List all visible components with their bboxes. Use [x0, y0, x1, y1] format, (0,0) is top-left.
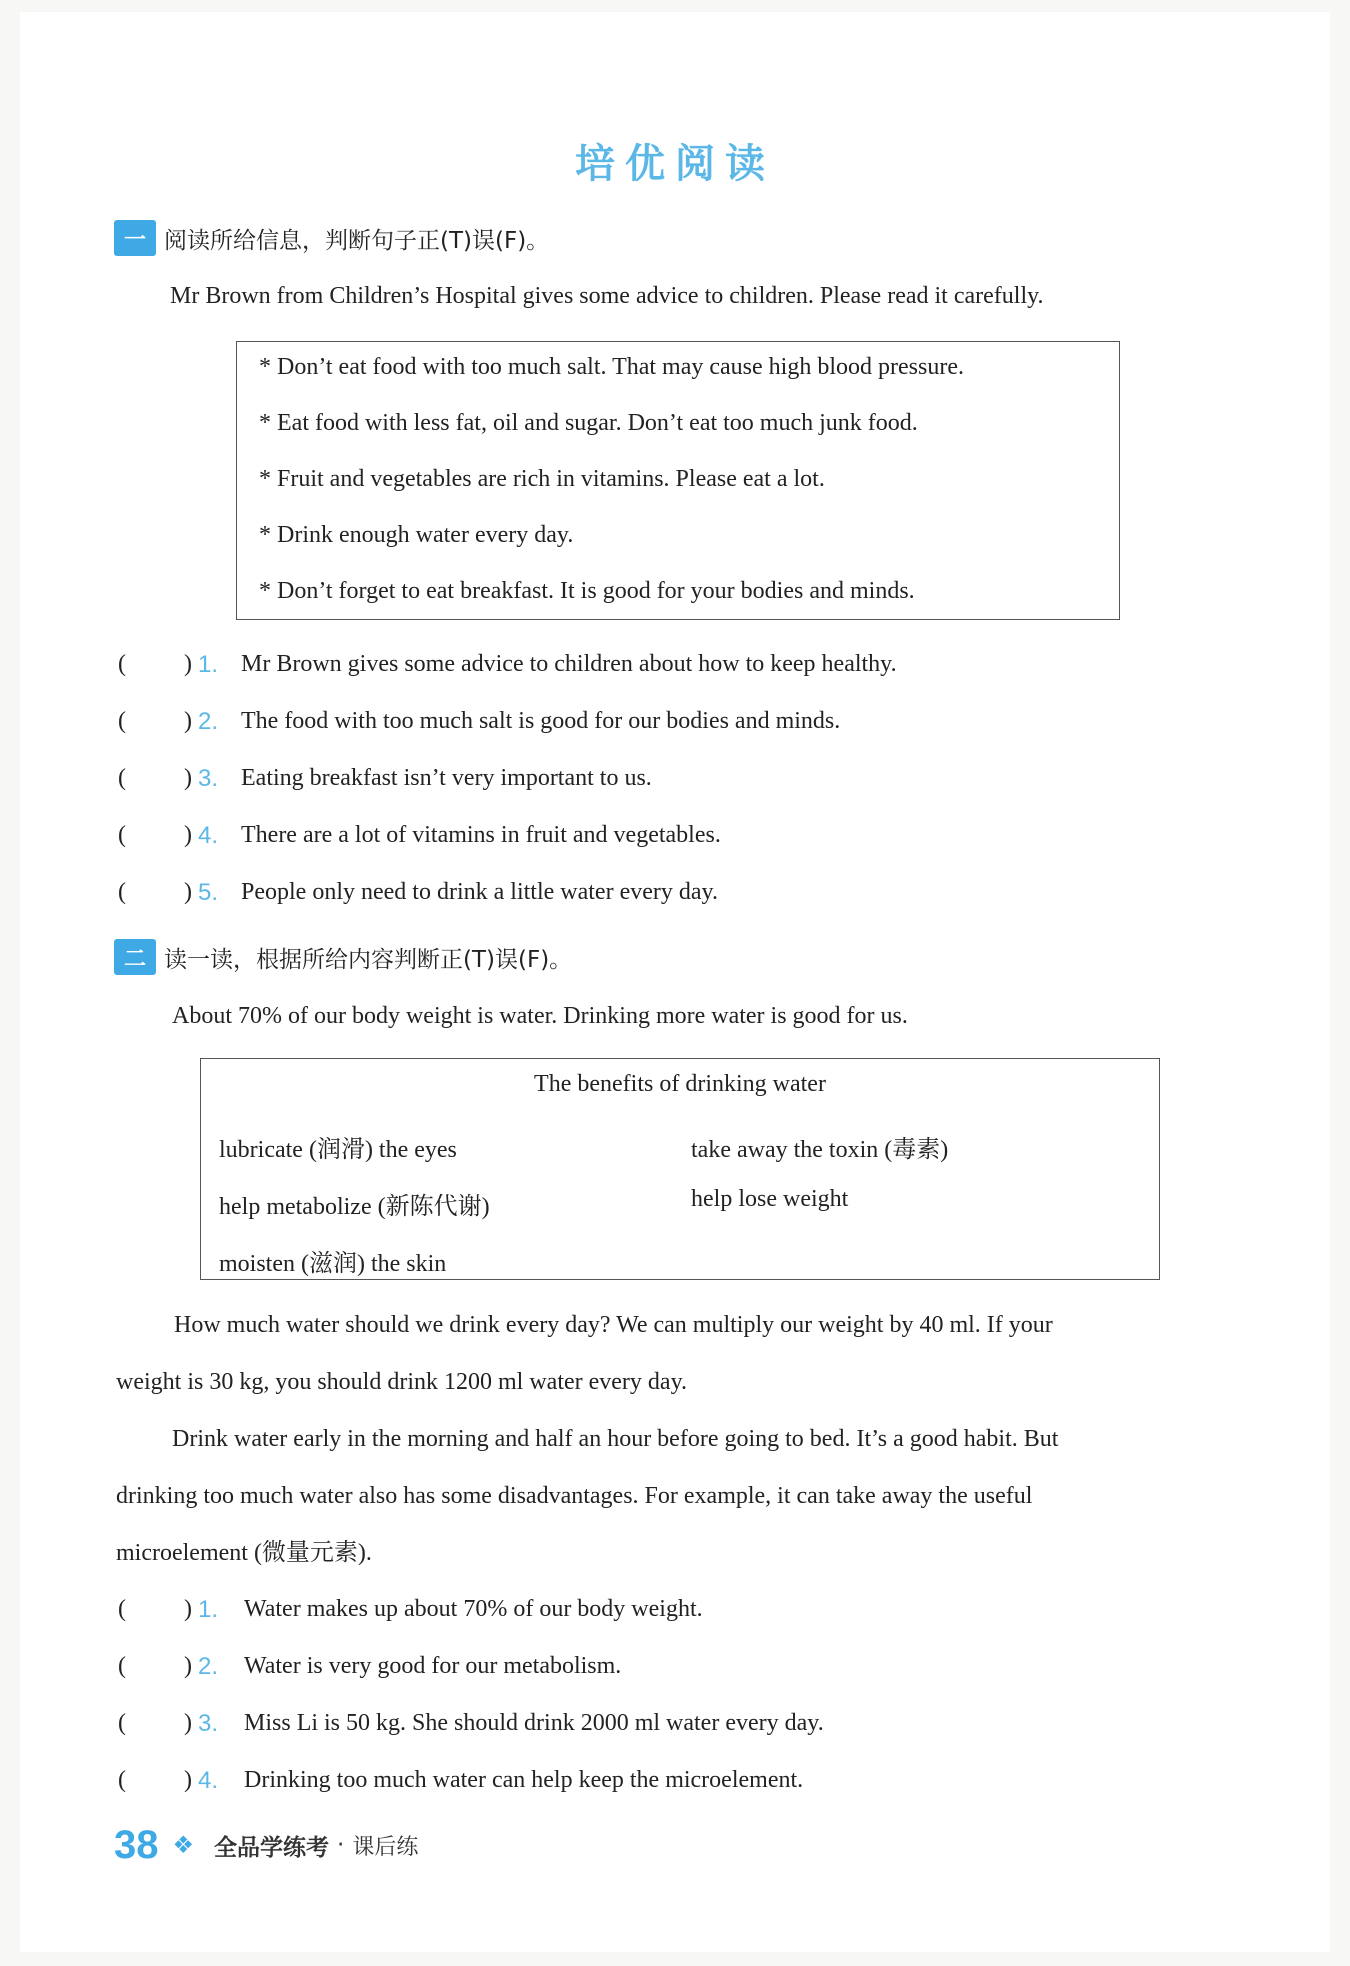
body-text-line: microelement (微量元素). [116, 1540, 372, 1566]
benefits-table [200, 1058, 1160, 1280]
body-text-line: Drink water early in the morning and half an hour before going to bed. It’s a good habit. But [172, 1426, 1059, 1452]
question-number: 2. [198, 708, 219, 735]
section-1-heading [114, 218, 549, 258]
advice-item: * Eat food with less fat, oil and sugar. Don’t eat too much junk food. [259, 410, 918, 436]
advice-item: * Drink enough water every day. [259, 522, 574, 548]
question-text: Water is very good for our metabolism. [244, 1653, 622, 1679]
section-2-intro: About 70% of our body weight is water. Drinking more water is good for us. [172, 1003, 908, 1029]
diamond-icon: ❖ [172, 1832, 195, 1859]
section-2-badge: 二 [114, 939, 156, 975]
section-2-instruction: 读一读，根据所给内容判断正(T)误(F)。 [164, 946, 573, 973]
question-text: People only need to drink a little water every day. [241, 879, 718, 905]
table-cell: take away the toxin (毒素) [691, 1137, 949, 1163]
table-cell: moisten (滋润) the skin [219, 1251, 447, 1277]
table-caption: The benefits of drinking water [534, 1071, 826, 1097]
question-text: Eating breakfast isn’t very important to us. [241, 765, 652, 791]
advice-item: * Don’t forget to eat breakfast. It is good for your bodies and minds. [259, 578, 915, 604]
page-title: 培优阅读 [575, 141, 775, 187]
answer-blank[interactable]: ( [118, 708, 126, 734]
separator-dot: · [337, 1832, 345, 1858]
body-text-line: drinking too much water also has some disadvantages. For example, it can take away the useful [116, 1483, 1033, 1509]
question-number: 3. [198, 1710, 219, 1737]
question-text: Miss Li is 50 kg. She should drink 2000 ml water every day. [244, 1710, 824, 1736]
table-cell: help lose weight [691, 1186, 849, 1212]
advice-item: * Fruit and vegetables are rich in vitamins. Please eat a lot. [259, 466, 825, 492]
question-number: 1. [198, 1596, 219, 1623]
section-2-heading [114, 937, 572, 977]
question-number: 4. [198, 822, 219, 849]
footer-subtitle: 课后练 [352, 1834, 419, 1860]
advice-item: * Don’t eat food with too much salt. That may cause high blood pressure. [259, 354, 964, 380]
question-number: 2. [198, 1653, 219, 1680]
answer-blank[interactable]: ( [118, 1710, 126, 1736]
section-1-instruction: 阅读所给信息，判断句子正(T)误(F)。 [164, 227, 550, 254]
answer-blank[interactable]: ( [118, 1596, 126, 1622]
answer-blank[interactable]: ( [118, 822, 126, 848]
answer-blank[interactable]: ( [118, 1767, 126, 1793]
question-text: There are a lot of vitamins in fruit and vegetables. [241, 822, 721, 848]
question-text: Drinking too much water can help keep the microelement. [244, 1767, 804, 1793]
page-number: 38 [114, 1822, 159, 1867]
question-number: 3. [198, 765, 219, 792]
answer-blank[interactable]: ( [118, 765, 126, 791]
question-text: Water makes up about 70% of our body weight. [244, 1596, 703, 1622]
answer-blank[interactable]: ( [118, 879, 126, 905]
section-1-intro: Mr Brown from Children’s Hospital gives some advice to children. Please read it carefully. [170, 283, 1044, 309]
question-text: Mr Brown gives some advice to children about how to keep healthy. [241, 651, 897, 677]
question-number: 1. [198, 651, 219, 678]
answer-blank[interactable]: ( [118, 1653, 126, 1679]
question-number: 5. [198, 879, 219, 906]
advice-box [236, 341, 1120, 620]
question-text: The food with too much salt is good for our bodies and minds. [241, 708, 841, 734]
brand-name: 全品学练考 [214, 1834, 330, 1861]
question-number: 4. [198, 1767, 219, 1794]
answer-blank[interactable]: ( [118, 651, 126, 677]
body-text-line: weight is 30 kg, you should drink 1200 ml water every day. [116, 1369, 688, 1395]
page-footer [114, 1822, 418, 1868]
table-cell: help metabolize (新陈代谢) [219, 1194, 490, 1220]
section-1-badge: 一 [114, 220, 156, 256]
table-cell: lubricate (润滑) the eyes [219, 1137, 457, 1163]
body-text-line: How much water should we drink every day? We can multiply our weight by 40 ml. If your [174, 1312, 1053, 1338]
